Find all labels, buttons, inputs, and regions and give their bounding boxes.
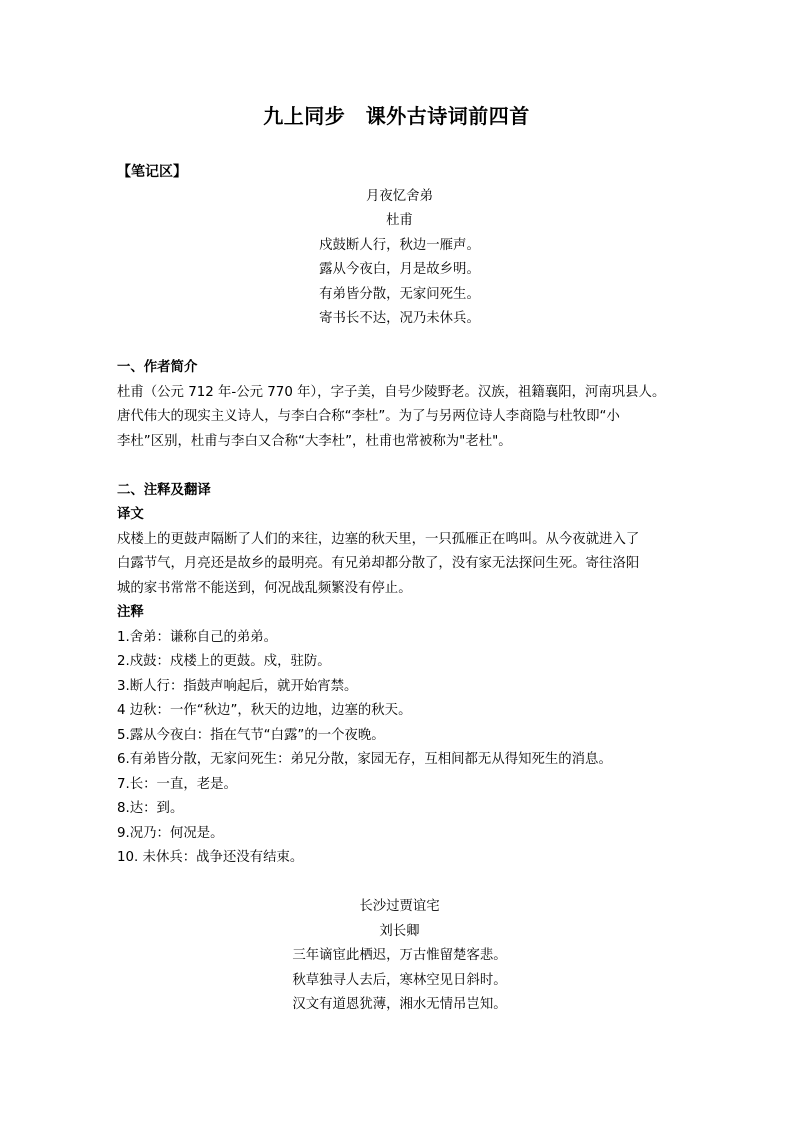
author-intro-section xyxy=(117,356,682,454)
poem-2 xyxy=(117,895,682,1018)
poem-2-line: 秋草独寻人去后，寒林空见日斜时。 xyxy=(292,972,507,988)
spacer xyxy=(117,332,682,357)
paragraph-line: 唐代伟大的现实主义诗人，与李白合称“李杜”。为了与另两位诗人李商隐与杜牧即“小 xyxy=(117,409,620,424)
page-title: 九上同步 课外古诗词前四首 xyxy=(263,104,530,128)
poem-1-author: 杜甫 xyxy=(386,213,413,228)
poem-2-title: 长沙过贾谊宅 xyxy=(359,899,440,914)
translation-label: 译文 xyxy=(117,507,144,522)
translation-line: 戍楼上的更鼓声隔断了人们的来往，边塞的秋天里，一只孤雁正在鸣叫。从今夜就进入了 xyxy=(117,531,640,547)
notes-section-label: 【笔记区】 xyxy=(117,164,187,180)
document-body xyxy=(117,160,682,1018)
annotation-item: 7.长：一直，老是。 xyxy=(117,776,237,792)
poem-1-line: 露从今夜白，月是故乡明。 xyxy=(319,262,480,277)
annotation-item: 3.断人行：指鼓声响起后，就开始宵禁。 xyxy=(117,678,358,694)
paragraph-line: 李杜”区别，杜甫与李白又合称“大李杜”，杜甫也常被称为"老杜"。 xyxy=(117,433,512,449)
annotation-item: 5.露从今夜白：指在气节“白露”的一个夜晚。 xyxy=(117,727,385,743)
annotation-item: 2.戍鼓：戍楼上的更鼓。戍，驻防。 xyxy=(117,654,331,669)
poem-1-line: 寄书长不达，况乃未休兵。 xyxy=(319,311,480,326)
translation-line: 白露节气，月亮还是故乡的最明亮。有兄弟却都分散了，没有家无法探问生死。寄往洛阳 xyxy=(117,556,640,571)
poem-1-title: 月夜忆舍弟 xyxy=(366,188,433,204)
poem-2-author: 刘长卿 xyxy=(379,923,420,939)
paragraph-line: 杜甫（公元 712 年-公元 770 年），字子美，自号少陵野老。汉族，祖籍襄阳，河南巩县人。 xyxy=(117,384,666,400)
annotation-label: 注释 xyxy=(117,605,144,620)
annotation-item: 10. 未休兵：战争还没有结束。 xyxy=(117,850,304,865)
poem-1-line: 戍鼓断人行，秋边一雁声。 xyxy=(319,237,480,253)
annotation-item: 4 边秋：一作“秋边”，秋天的边地，边塞的秋天。 xyxy=(117,703,412,718)
poem-2-line: 三年谪宦此栖迟，万古惟留楚客悲。 xyxy=(292,948,507,963)
poem-2-line: 汉文有道恩犹薄，湘水无情吊岂知。 xyxy=(292,997,507,1012)
notes-translation-section xyxy=(117,479,682,871)
section-2-heading: 二、注释及翻译 xyxy=(117,482,211,498)
poem-1-line: 有弟皆分散，无家问死生。 xyxy=(319,286,480,302)
annotation-item: 8.达：到。 xyxy=(117,801,184,816)
spacer xyxy=(117,871,682,896)
annotation-item: 6.有弟皆分散，无家问死生：弟兄分散，家园无存，互相间都无从得知死生的消息。 xyxy=(117,752,612,767)
annotation-item: 9.况乃：何况是。 xyxy=(117,825,224,841)
translation-line: 城的家书常常不能送到，何况战乱频繁没有停止。 xyxy=(117,580,412,596)
section-1-heading: 一、作者简介 xyxy=(117,360,198,375)
poem-1 xyxy=(117,185,682,332)
spacer xyxy=(117,454,682,479)
annotation-item: 1.舍弟：谦称自己的弟弟。 xyxy=(117,629,278,645)
